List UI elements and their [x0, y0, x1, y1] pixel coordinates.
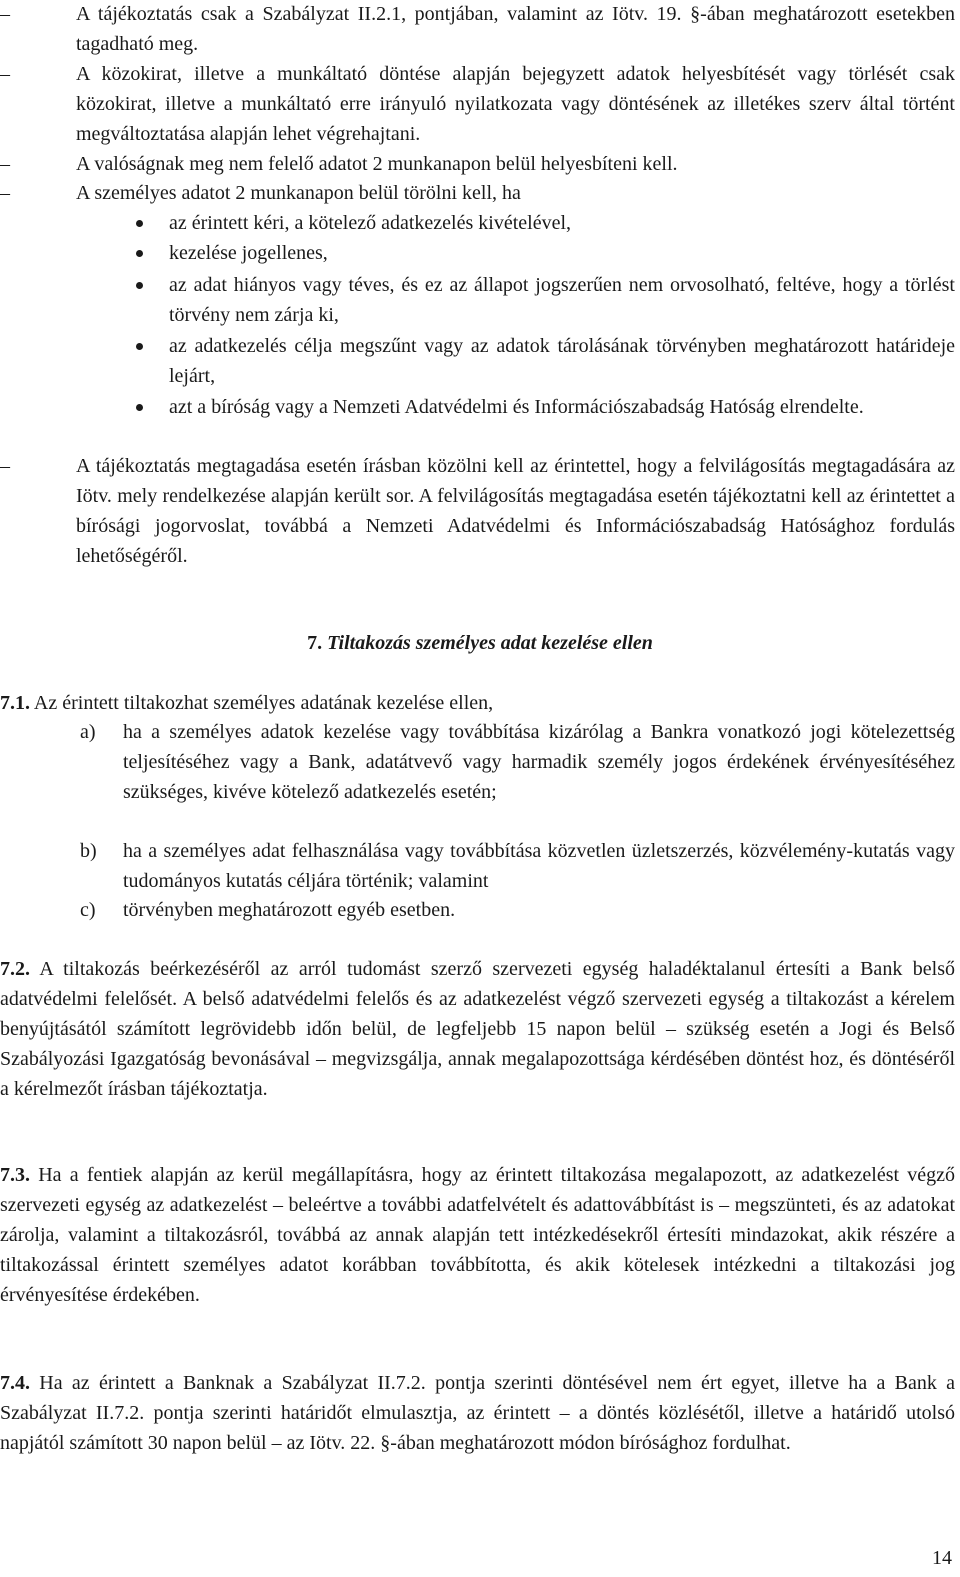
item-label: b) — [80, 840, 97, 862]
bullet-item — [0, 208, 955, 238]
list-item-text: A személyes adatot 2 munkanapon belül törölni kell, ha — [76, 182, 521, 204]
paragraph-text: Ha az érintett a Banknak a Szabályzat II.7.2. pontja szerinti döntésével nem ért egyet, illetve ha a Bank a Szabályzat II.7.2. pontja szerinti határidőt elmulasztja, az érintett – a döntés közlésétől, illetve a határidő utolsó napjától számított 30 napon belül – az Iötv. 22. §-ában meghatározott módon bírósághoz fordulhat. — [0, 1372, 956, 1454]
dash-marker: – — [0, 153, 10, 175]
bullet-item — [0, 392, 955, 422]
bullet-icon — [136, 343, 143, 350]
bullet-icon — [136, 220, 143, 227]
list-item — [0, 178, 955, 208]
item-text: ha a személyes adat felhasználása vagy továbbítása közvetlen üzletszerzés, közvélemény-kutatás vagy tudományos kutatás céljára történik; valamint — [123, 840, 955, 892]
list-item — [0, 451, 955, 571]
section-number: 7. — [307, 632, 323, 654]
dash-marker: – — [0, 63, 10, 85]
item-text: ha a személyes adatok kezelése vagy továbbítása kizárólag a Bankra vonatkozó jogi kötelezettség teljesítéséhez vagy a Bank, adatátvevő vagy harmadik személy jogos érdekének érvényesítéséhez szükséges, kivéve kötelező adatkezelés esetén; — [123, 721, 955, 803]
dash-marker: – — [0, 182, 10, 204]
list-item-text: A valóságnak meg nem felelő adatot 2 munkanapon belül helyesbíteni kell. — [76, 153, 678, 175]
list-item — [0, 0, 955, 59]
item-label: a) — [80, 721, 96, 743]
dash-marker: – — [0, 455, 10, 477]
paragraph-number: 7.1. — [0, 692, 30, 714]
bullet-item — [0, 331, 955, 391]
paragraph-number: 7.4. — [0, 1372, 30, 1394]
bullet-item-text: az adat hiányos vagy téves, és ez az állapot jogszerűen nem orvosolható, feltéve, hogy a törlést törvény nem zárja ki, — [169, 274, 955, 326]
paragraph-text: A tiltakozás beérkezéséről az arról tudomást szerző szervezeti egység haladéktalanul értesíti a Bank belső adatvédelmi felelősét. A belső adatvédelmi felelős és az adatkezelést végző szervezeti egység a tiltakozást a kérelem benyújtásától számított legrövidebb időn belül, de legfeljebb 15 napon belül – szükség esetén a Jogi és Belső Szabályozási Igazgatóság bevonásával – megvizsgálja, annak megalapozottsága kérdésében döntést hoz, és döntéséről a kérelmezőt írásban tájékoztatja. — [0, 958, 955, 1100]
section-heading — [0, 628, 960, 658]
item-text: törvényben meghatározott egyéb esetben. — [123, 899, 456, 921]
bullet-icon — [136, 282, 143, 289]
paragraph-text: Az érintett tiltakozhat személyes adatának kezelése ellen, — [33, 692, 494, 714]
page-number: 14 — [932, 1547, 952, 1569]
bullet-item-text: az adatkezelés célja megszűnt vagy az adatok tárolásának törvényben meghatározott határideje lejárt, — [169, 335, 955, 387]
bullet-item-text: kezelése jogellenes, — [169, 242, 328, 264]
list-item-text: A tájékoztatás csak a Szabályzat II.2.1, pontjában, valamint az Iötv. 19. §-ában meghatározott esetekben tagadható meg. — [76, 3, 955, 55]
paragraph-7-2 — [0, 954, 955, 1104]
paragraph-number: 7.3. — [0, 1164, 30, 1186]
bullet-icon — [136, 404, 143, 411]
dash-marker: – — [0, 3, 10, 25]
paragraph-7-3 — [0, 1160, 955, 1310]
list-item-text: A közokirat, illetve a munkáltató döntése alapján bejegyzett adatok helyesbítését vagy törlését csak közokirat, illetve a munkáltató erre irányuló nyilatkozata vagy döntésének az illetékes szerv által történt megváltoztatása alapján lehet végrehajtani. — [76, 63, 955, 145]
section-title: Tiltakozás személyes adat kezelése ellen — [327, 632, 653, 654]
paragraph-7-4 — [0, 1368, 955, 1458]
lettered-item — [0, 895, 955, 925]
lettered-item — [0, 717, 955, 807]
lettered-item — [0, 836, 955, 896]
bullet-item — [0, 270, 955, 330]
bullet-item-text: az érintett kéri, a kötelező adatkezelés kivételével, — [169, 212, 572, 234]
item-label: c) — [80, 899, 96, 921]
paragraph-number: 7.2. — [0, 958, 30, 980]
bullet-item-text: azt a bíróság vagy a Nemzeti Adatvédelmi és Információszabadság Hatóság elrendelte. — [169, 396, 864, 418]
bullet-icon — [136, 250, 143, 257]
list-item-text: A tájékoztatás megtagadása esetén írásban közölni kell az érintettel, hogy a felvilágosítás megtagadására az Iötv. mely rendelkezése alapján került sor. A felvilágosítás megtagadása esetén tájékoztatni kell az érintettet a bírósági jogorvoslat, továbbá a Nemzeti Adatvédelmi és Információszabadság Hatósághoz fordulás lehetőségéről. — [76, 455, 955, 567]
paragraph-7-1-intro — [0, 688, 955, 718]
list-item — [0, 59, 955, 149]
paragraph-text: Ha a fentiek alapján az kerül megállapításra, hogy az érintett tiltakozása megalapozott, az adatkezelést végző szervezeti egység az adatkezelést – beleértve a további adatfelvételt és adattovábbítást is – megszünteti, és az adatokat zárolja, valamint a tiltakozásról, továbbá az annak alapján tett intézkedésekről értesíti mindazokat, akik részére a tiltakozással érintett személyes adatot korábban továbbította, és akik kötelesek intézkedni a tiltakozási jog érvényesítése érdekében. — [0, 1164, 956, 1306]
bullet-item — [0, 238, 955, 268]
list-item — [0, 149, 955, 179]
